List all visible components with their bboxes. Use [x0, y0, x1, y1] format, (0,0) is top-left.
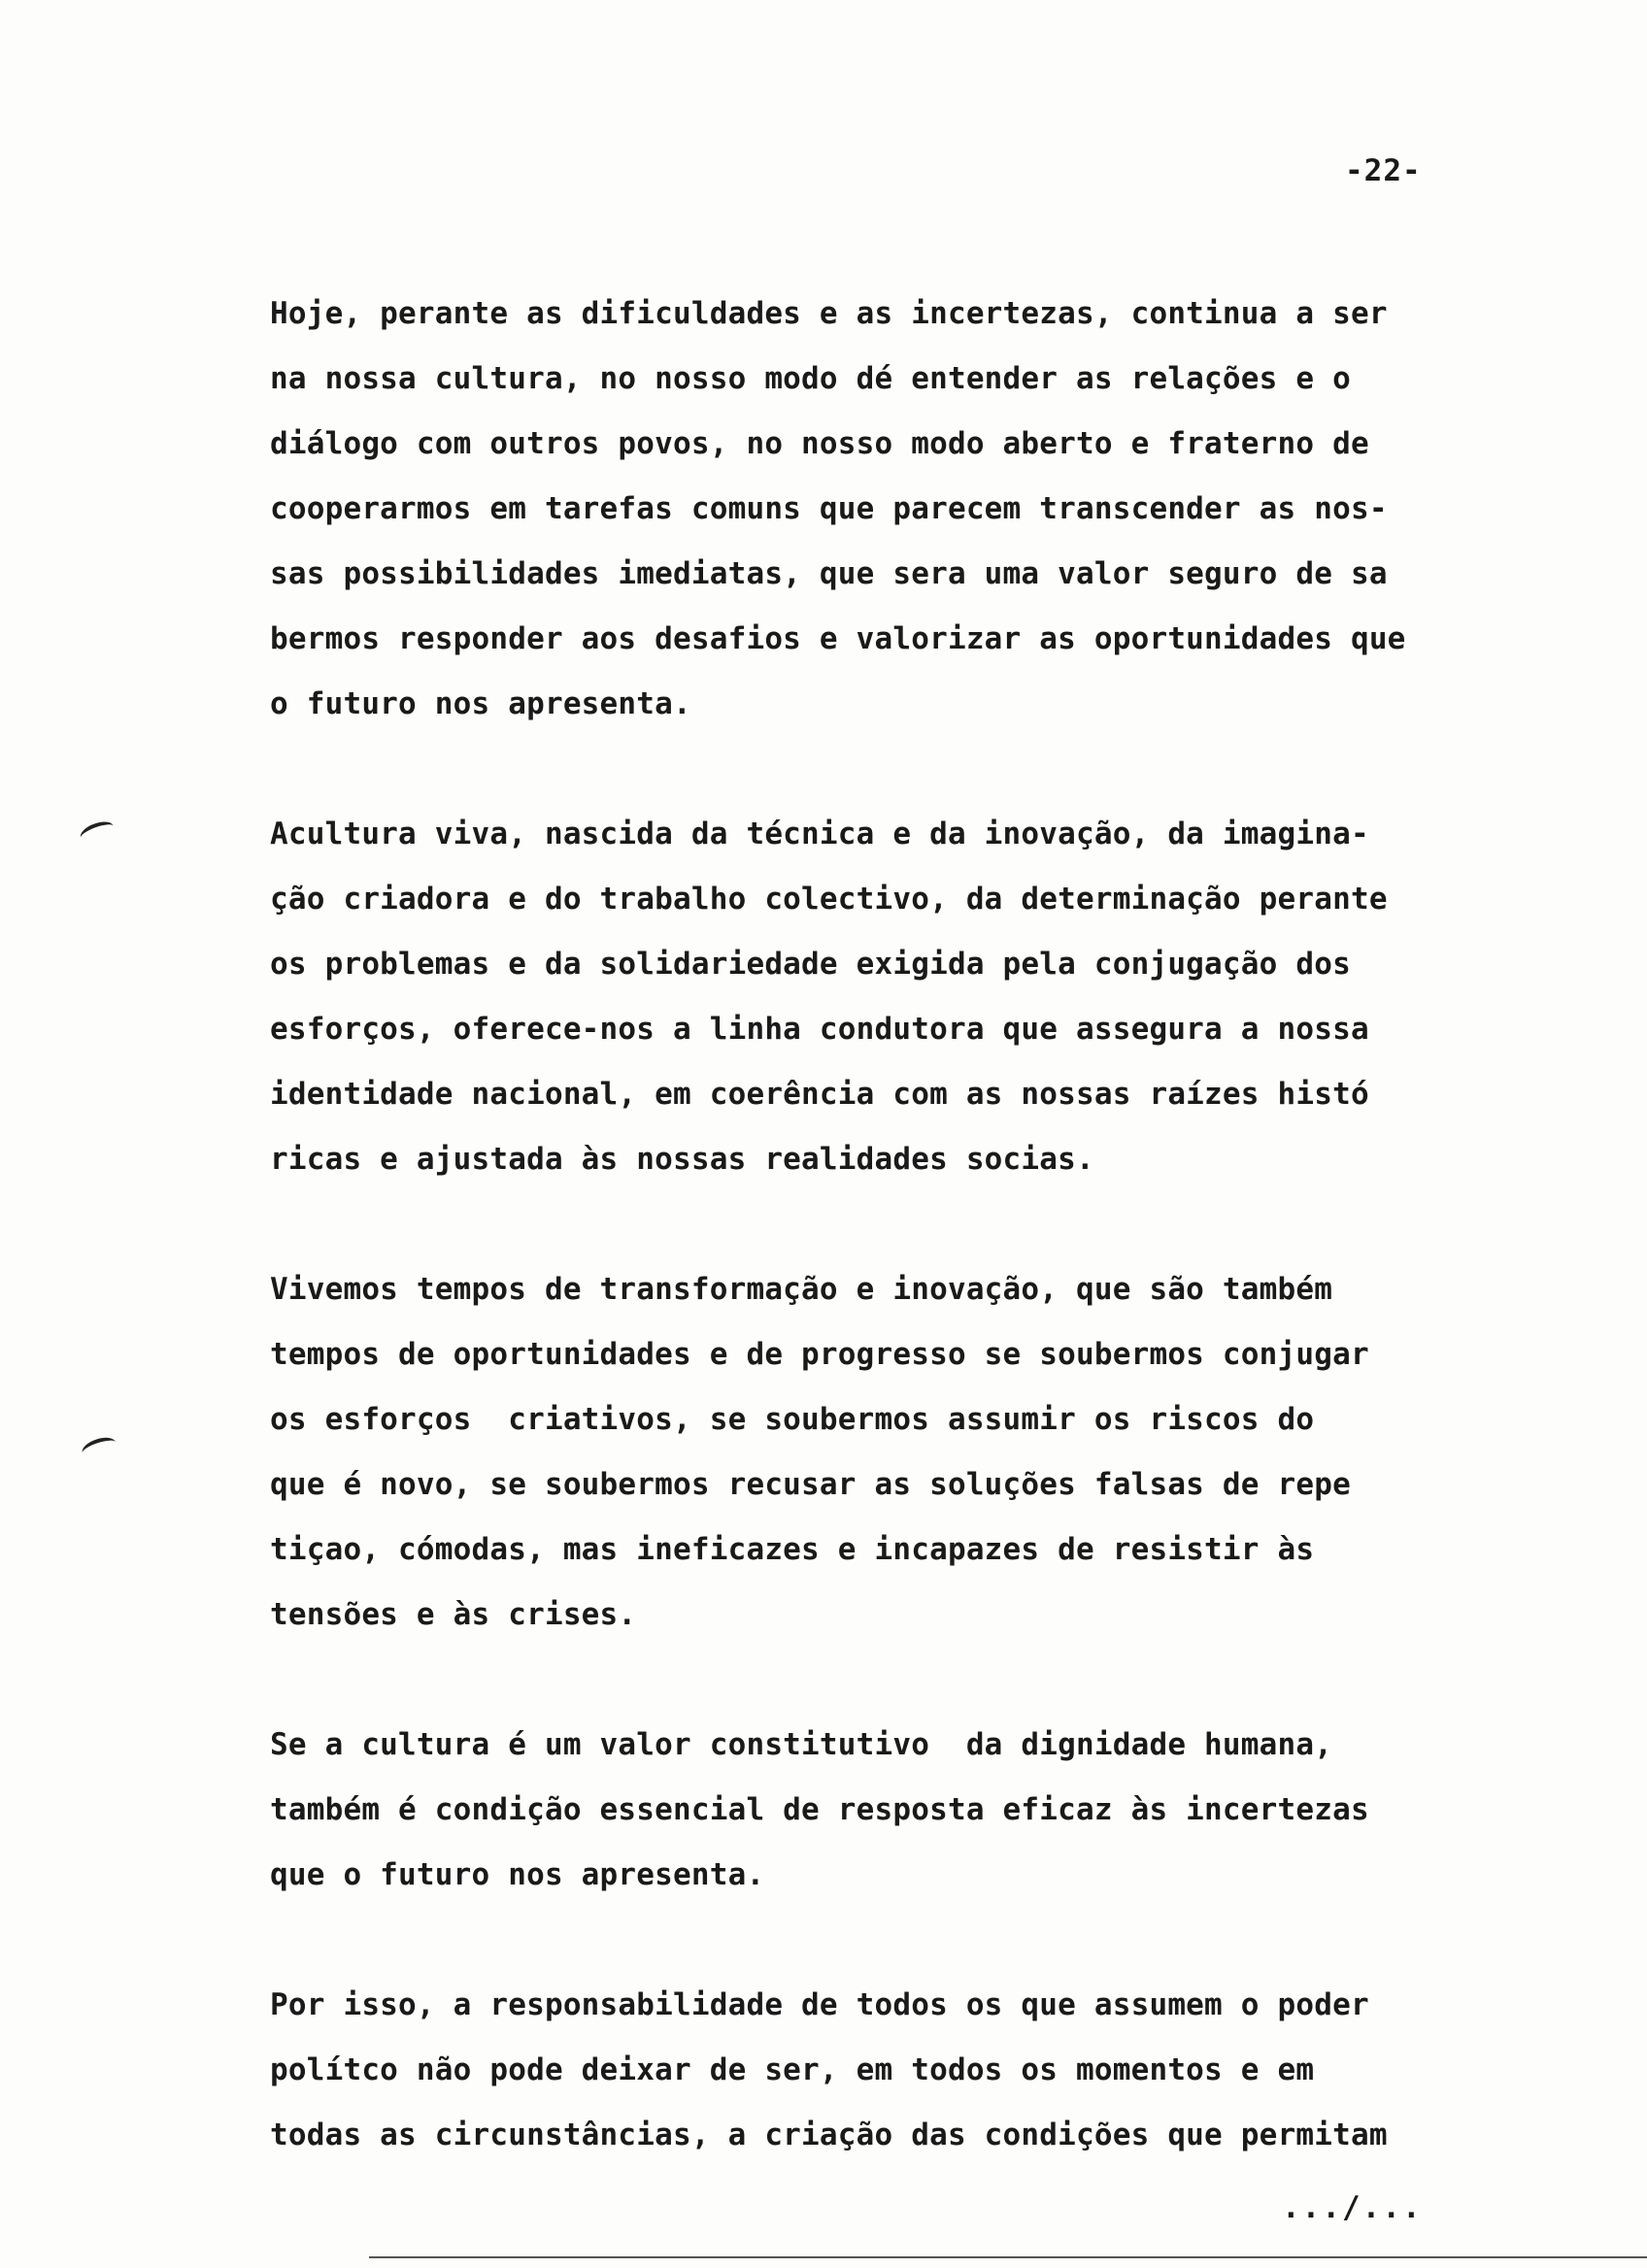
text-line: Hoje, perante as dificuldades e as incertezas, continua a ser — [270, 296, 1388, 331]
paragraph-2 — [270, 802, 1494, 1192]
body-text — [270, 282, 1494, 2233]
text-line: ção criadora e do trabalho colectivo, da determinação perante — [270, 882, 1388, 917]
text-line: diálogo com outros povos, no nosso modo aberto e fraterno de — [270, 426, 1369, 461]
paragraph-4 — [270, 1713, 1494, 1908]
text-line: Acultura viva, nascida da técnica e da inovação, da imagina- — [270, 817, 1369, 851]
text-line: esforços, oferece-nos a linha condutora que assegura a nossa — [270, 1012, 1369, 1047]
text-line: Por isso, a responsabilidade de todos os que assumem o poder — [270, 1987, 1369, 2022]
text-line: bermos responder aos desafios e valorizar as oportunidades que — [270, 621, 1406, 656]
text-line: que o futuro nos apresenta. — [270, 1857, 765, 1892]
text-line: que é novo, se soubermos recusar as soluções falsas de repe — [270, 1467, 1351, 1502]
text-line: tiçao, cómodas, mas ineficazes e incapazes de resistir às — [270, 1532, 1315, 1567]
text-line: sas possibilidades imediatas, que sera uma valor seguro de sa — [270, 556, 1388, 591]
text-line: polítco não pode deixar de ser, em todos os momentos e em — [270, 2052, 1315, 2087]
paragraph-3 — [270, 1257, 1494, 1648]
bottom-rule — [369, 2256, 1647, 2258]
text-line: identidade nacional, em coerência com as nossas raízes histó — [270, 1077, 1369, 1112]
paragraph-1 — [270, 282, 1494, 737]
page-number: -22- — [1345, 153, 1422, 188]
text-line: também é condição essencial de resposta eficaz às incertezas — [270, 1792, 1369, 1827]
scan-mark — [78, 817, 117, 846]
text-line: os problemas e da solidariedade exigida pela conjugação dos — [270, 947, 1351, 982]
text-line: tempos de oportunidades e de progresso se soubermos conjugar — [270, 1337, 1369, 1372]
continuation-marker: .../... — [1282, 2190, 1423, 2225]
text-line: Se a cultura é um valor constitutivo da dignidade humana, — [270, 1727, 1333, 1762]
scan-mark — [80, 1434, 118, 1461]
paragraph-5 — [270, 1973, 1494, 2168]
text-line: Vivemos tempos de transformação e inovação, que são também — [270, 1272, 1333, 1307]
text-line: na nossa cultura, no nosso modo dé entender as relações e o — [270, 361, 1351, 396]
text-line: os esforços criativos, se soubermos assumir os riscos do — [270, 1402, 1315, 1437]
text-line: tensões e às crises. — [270, 1597, 637, 1632]
text-line: todas as circunstâncias, a criação das condições que permitam — [270, 2118, 1388, 2152]
text-line: o futuro nos apresenta. — [270, 686, 691, 721]
text-line: cooperarmos em tarefas comuns que parecem transcender as nos- — [270, 491, 1388, 526]
text-line: ricas e ajustada às nossas realidades socias. — [270, 1142, 1094, 1177]
